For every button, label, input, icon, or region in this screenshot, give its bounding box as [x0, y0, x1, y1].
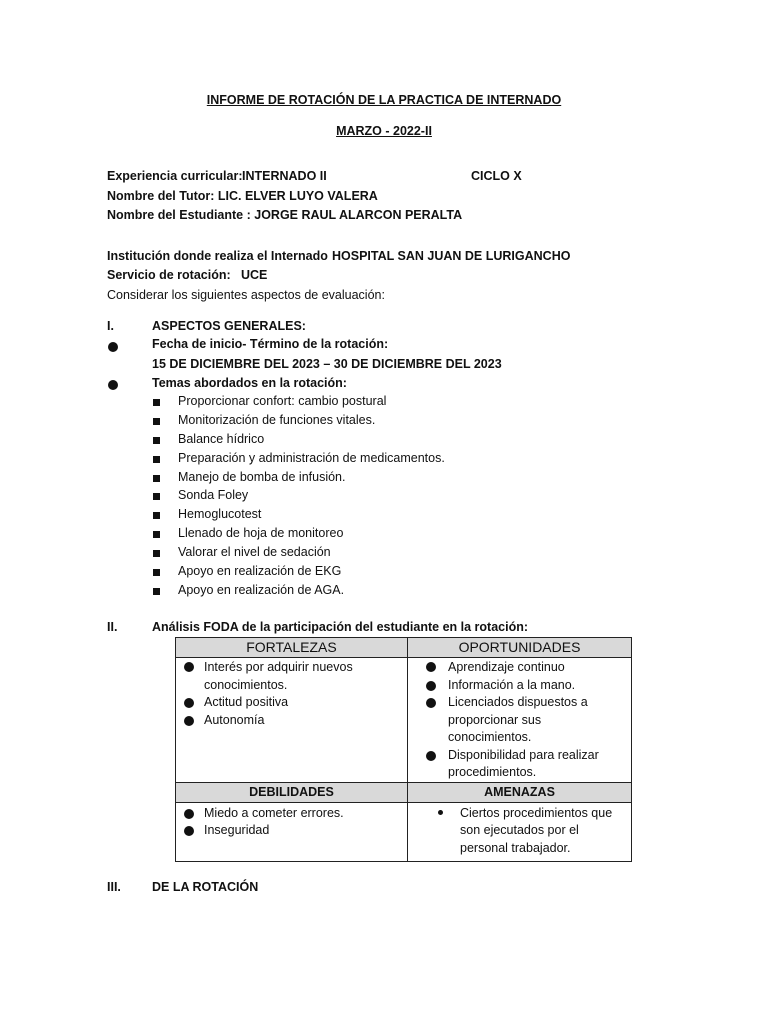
bullet-icon	[184, 826, 194, 836]
square-bullet-icon	[153, 512, 160, 519]
list-item: Inseguridad	[204, 823, 270, 837]
section1-number: I.	[107, 319, 114, 333]
list-item: Miedo a cometer errores.	[204, 805, 344, 820]
document-subtitle: MARZO - 2022-II	[336, 124, 432, 138]
list-item: Actitud positiva	[204, 695, 289, 709]
bullet-icon	[426, 698, 436, 708]
square-bullet-icon	[153, 531, 160, 538]
bullet-icon	[438, 810, 443, 815]
list-item: personal trabajador.	[460, 840, 571, 855]
experiencia-value: INTERNADO II	[242, 169, 327, 183]
list-item: Preparación y administración de medicamentos.	[178, 451, 445, 465]
fecha-value: 15 DE DICIEMBRE DEL 2023 – 30 DE DICIEMBRE DEL 2023	[152, 357, 502, 371]
list-item: Sonda Foley	[178, 488, 249, 502]
debilidades-header: DEBILIDADES	[176, 782, 408, 802]
fortalezas-header: FORTALEZAS	[176, 638, 408, 658]
section2-number: II.	[107, 620, 118, 634]
square-bullet-icon	[153, 475, 160, 482]
debilidades-cell	[176, 802, 408, 861]
list-item: Balance hídrico	[178, 432, 265, 446]
list-item: son ejecutados por el	[460, 823, 579, 837]
list-item: Monitorización de funciones vitales.	[178, 413, 376, 427]
bullet-icon	[108, 342, 118, 352]
square-bullet-icon	[153, 456, 160, 463]
list-item: Apoyo en realización de EKG	[178, 564, 342, 578]
section3-number: III.	[107, 880, 121, 894]
square-bullet-icon	[153, 437, 160, 444]
institucion-label: Institución donde realiza el Internado	[107, 249, 328, 263]
list-item: Ciertos procedimientos que	[460, 805, 613, 820]
list-item: Llenado de hoja de monitoreo	[178, 526, 344, 540]
oportunidades-cell	[408, 658, 632, 783]
servicio-value: UCE	[241, 268, 268, 282]
list-item: Autonomía	[204, 712, 265, 727]
experiencia-label: Experiencia curricular:	[107, 169, 243, 183]
bullet-icon	[426, 751, 436, 761]
square-bullet-icon	[153, 550, 160, 557]
list-item: conocimientos.	[448, 730, 532, 744]
bullet-icon	[184, 809, 194, 819]
list-item: conocimientos.	[204, 677, 288, 692]
list-item: Información a la mano.	[448, 677, 576, 692]
considerar-text: Considerar los siguientes aspectos de evaluación:	[107, 288, 385, 302]
tutor: Nombre del Tutor: LIC. ELVER LUYO VALERA	[107, 189, 378, 203]
square-bullet-icon	[153, 588, 160, 595]
list-item: Manejo de bomba de infusión.	[178, 470, 346, 484]
section3-title: DE LA ROTACIÓN	[152, 880, 259, 894]
square-bullet-icon	[153, 569, 160, 576]
servicio-label: Servicio de rotación:	[107, 268, 231, 282]
list-item: proporcionar sus	[448, 712, 542, 727]
institucion-value: HOSPITAL SAN JUAN DE LURIGANCHO	[332, 249, 571, 263]
list-item: Interés por adquirir nuevos	[204, 660, 353, 674]
section1-title: ASPECTOS GENERALES:	[152, 319, 306, 333]
list-item: Valorar el nivel de sedación	[178, 545, 331, 559]
amenazas-cell	[408, 802, 632, 861]
temas-label: Temas abordados en la rotación:	[152, 376, 347, 390]
section2-title: Análisis FODA de la participación del estudiante en la rotación:	[152, 620, 529, 634]
bullet-icon	[184, 662, 194, 672]
list-item: Aprendizaje continuo	[448, 660, 565, 674]
bullet-icon	[426, 662, 436, 672]
bullet-icon	[184, 698, 194, 708]
list-item: Apoyo en realización de AGA.	[178, 583, 345, 597]
amenazas-header: AMENAZAS	[408, 782, 632, 802]
list-item: Proporcionar confort: cambio postural	[178, 394, 387, 408]
fecha-label: Fecha de inicio- Término de la rotación:	[152, 337, 389, 351]
square-bullet-icon	[153, 493, 160, 500]
document-title: INFORME DE ROTACIÓN DE LA PRACTICA DE INTERNADO	[206, 93, 562, 107]
list-item: Licenciados dispuestos a	[448, 695, 588, 709]
square-bullet-icon	[153, 399, 160, 406]
bullet-icon	[184, 716, 194, 726]
list-item: Hemoglucotest	[178, 507, 262, 521]
ciclo: CICLO X	[471, 169, 522, 183]
list-item: procedimientos.	[448, 765, 537, 779]
estudiante: Nombre del Estudiante : JORGE RAUL ALARCON PERALTA	[107, 208, 463, 222]
list-item: Disponibilidad para realizar	[448, 747, 599, 762]
oportunidades-header: OPORTUNIDADES	[408, 638, 632, 658]
bullet-icon	[426, 681, 436, 691]
bullet-icon	[108, 380, 118, 390]
fortalezas-cell	[176, 658, 408, 783]
square-bullet-icon	[153, 418, 160, 425]
foda-table	[175, 637, 632, 862]
